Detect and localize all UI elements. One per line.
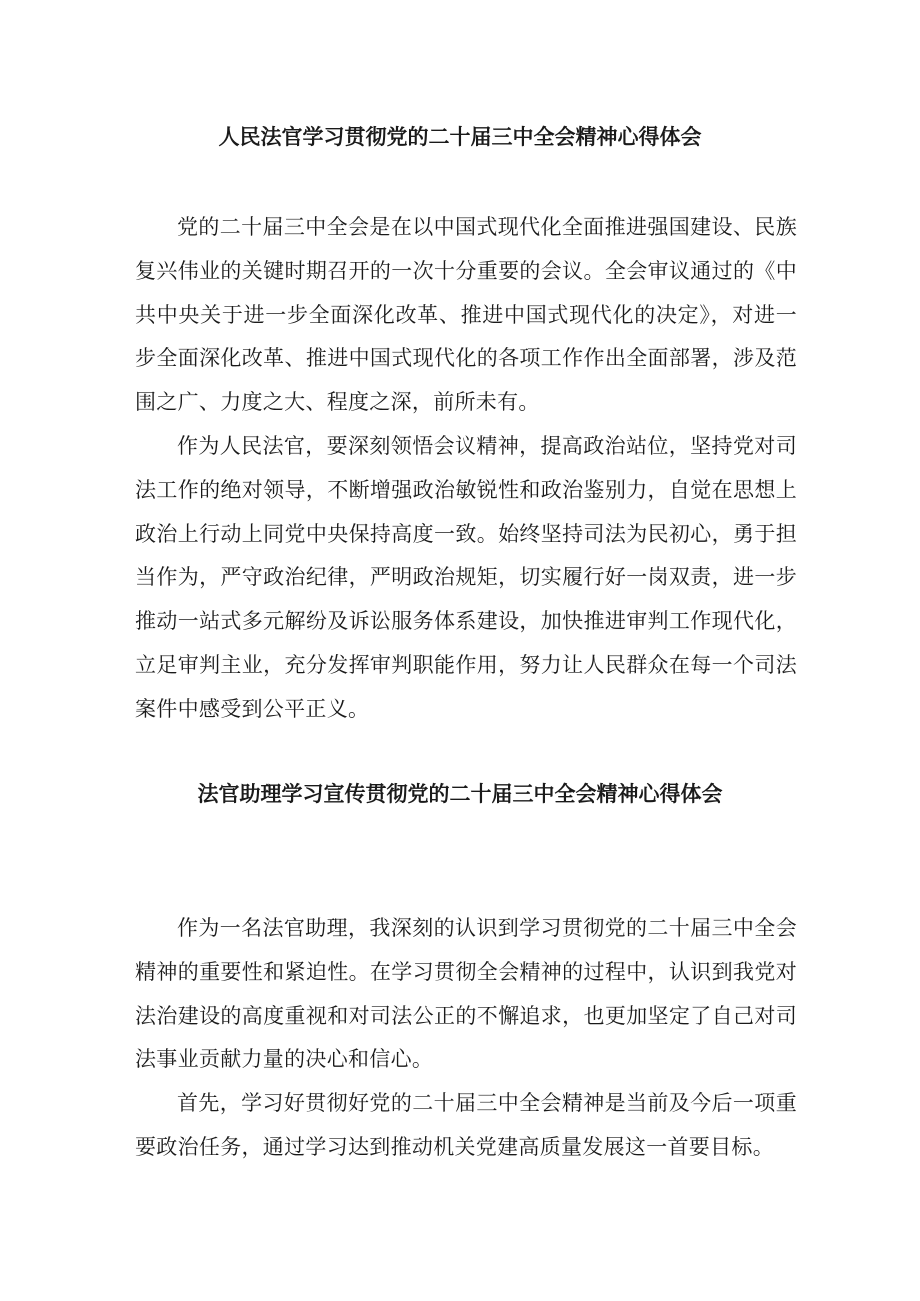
article-2-paragraph-1: 作为一名法官助理，我深刻的认识到学习贯彻党的二十届三中全会精神的重要性和紧迫性。在学习贯彻全会精神的过程中，认识到我党对法治建设的高度重视和对司法公正的不懈追求，也更加坚定了自己对司法事业贡献力量的决心和信心。 xyxy=(135,916,797,1072)
article-1-paragraph-2: 作为人民法官，要深刻领悟会议精神，提高政治站位，坚持党对司法工作的绝对领导，不断增强政治敏锐性和政治鉴别力，自觉在思想上政治上行动上同党中央保持高度一致。始终坚持司法为民初心，勇于担当作为，严守政治纪律，严明政治规矩，切实履行好一岗双责，进一步推动一站式多元解纷及诉讼服务体系建设，加快推进审判工作现代化，立足审判主业，充分发挥审判职能作用，努力让人民群众在每一个司法案件中感受到公平正义。 xyxy=(135,434,797,721)
article-1-title: 人民法官学习贯彻党的二十届三中全会精神心得体会 xyxy=(218,125,702,149)
article-2-title: 法官助理学习宣传贯彻党的二十届三中全会精神心得体会 xyxy=(197,782,723,806)
article-1-paragraph-1: 党的二十届三中全会是在以中国式现代化全面推进强国建设、民族复兴伟业的关键时期召开的一次十分重要的会议。全会审议通过的《中共中央关于进一步全面深化改革、推进中国式现代化的决定》，对进一步全面深化改革、推进中国式现代化的各项工作作出全面部署，涉及范围之广、力度之大、程度之深，前所未有。 xyxy=(135,215,797,415)
article-2-paragraph-2: 首先，学习好贯彻好党的二十届三中全会精神是当前及今后一项重要政治任务，通过学习达到推动机关党建高质量发展这一首要目标。 xyxy=(135,1091,797,1159)
